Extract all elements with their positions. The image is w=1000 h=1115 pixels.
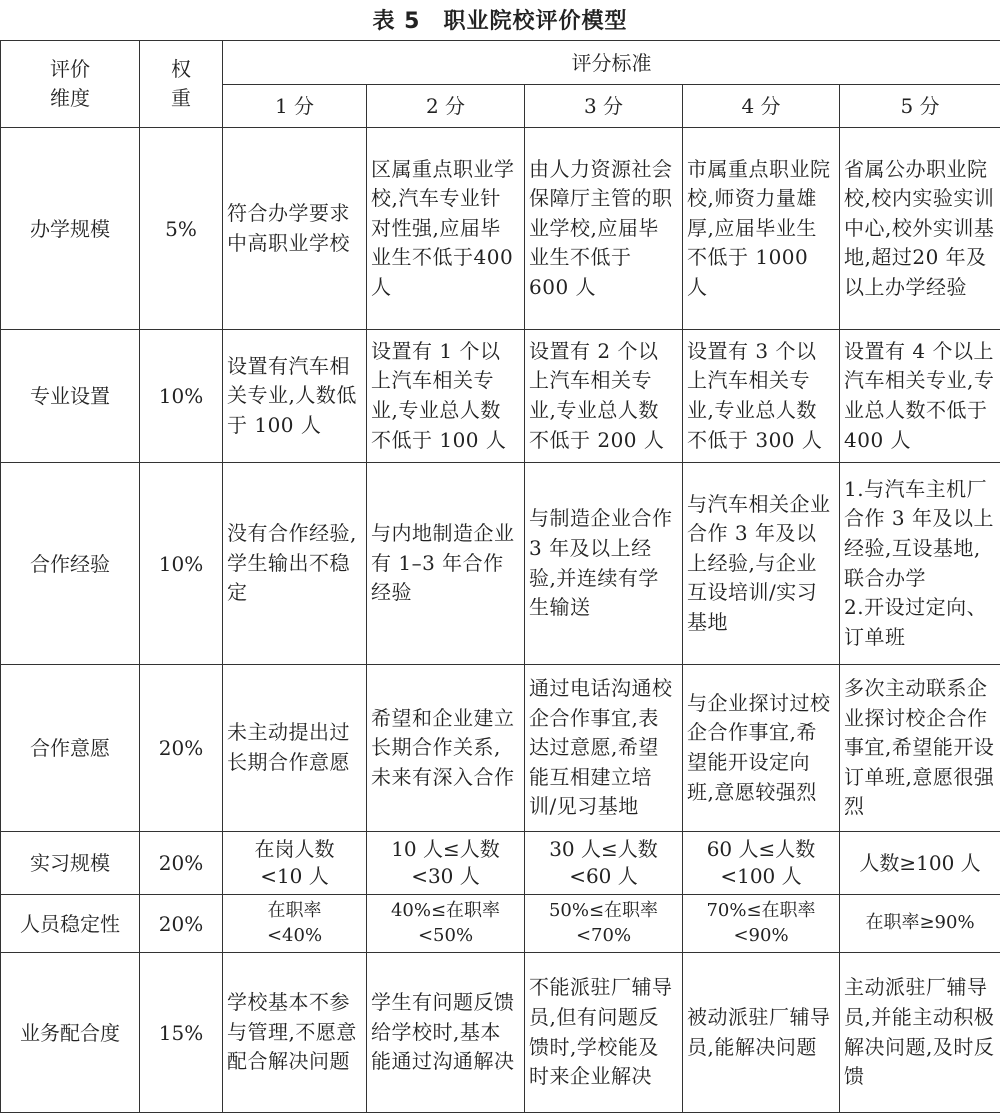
criteria-cell: 市属重点职业院校,师资力量雄厚,应届毕业生不低于 1000 人 <box>683 128 840 330</box>
criteria-cell: 学校基本不参与管理,不愿意配合解决问题 <box>223 953 367 1113</box>
criteria-cell: 40%≤在职率 <50% <box>367 895 525 953</box>
criteria-cell: 由人力资源社会保障厅主管的职业学校,应届毕业生不低于 600 人 <box>525 128 683 330</box>
criteria-cell: 希望和企业建立长期合作关系,未来有深入合作 <box>367 665 525 832</box>
criteria-cell: 设置有 1 个以上汽车相关专业,专业总人数不低于 100 人 <box>367 330 525 463</box>
criteria-cell: 与内地制造企业有 1–3 年合作经验 <box>367 463 525 665</box>
criteria-cell: 设置有 2 个以上汽车相关专业,专业总人数不低于 200 人 <box>525 330 683 463</box>
weight-header: 权 重 <box>140 41 223 128</box>
table-row <box>1 895 1000 953</box>
table-row <box>1 953 1000 1113</box>
criteria-cell: 10 人≤人数 <30 人 <box>367 832 525 895</box>
criteria-cell: 30 人≤人数 <60 人 <box>525 832 683 895</box>
criteria-cell: 设置有汽车相关专业,人数低于 100 人 <box>223 330 367 463</box>
dimension-cell: 实习规模 <box>1 832 140 895</box>
criteria-cell: 与汽车相关企业合作 3 年及以上经验,与企业互设培训/实习基地 <box>683 463 840 665</box>
criteria-cell: 未主动提出过长期合作意愿 <box>223 665 367 832</box>
header-row <box>1 41 1000 85</box>
table-row <box>1 463 1000 665</box>
table-row <box>1 665 1000 832</box>
dimension-cell: 办学规模 <box>1 128 140 330</box>
weight-cell: 20% <box>140 895 223 953</box>
criteria-cell: 不能派驻厂辅导员,但有问题反馈时,学校能及时来企业解决 <box>525 953 683 1113</box>
criteria-cell: 通过电话沟通校企合作事宜,表达过意愿,希望能互相建立培训/见习基地 <box>525 665 683 832</box>
criteria-cell: 符合办学要求中高职业学校 <box>223 128 367 330</box>
criteria-cell: 人数≥100 人 <box>840 832 1000 895</box>
score-header: 5 分 <box>840 85 1000 128</box>
criteria-header: 评分标准 <box>223 41 1000 85</box>
criteria-cell: 省属公办职业院校,校内实验实训中心,校外实训基地,超过20 年及以上办学经验 <box>840 128 1000 330</box>
weight-cell: 20% <box>140 832 223 895</box>
table-row <box>1 128 1000 330</box>
criteria-cell: 1.与汽车主机厂合作 3 年及以上经验,互设基地,联合办学 2.开设过定向、订单班 <box>840 463 1000 665</box>
criteria-cell: 区属重点职业学校,汽车专业针对性强,应届毕业生不低于400 人 <box>367 128 525 330</box>
score-header: 2 分 <box>367 85 525 128</box>
weight-cell: 10% <box>140 330 223 463</box>
dimension-cell: 合作经验 <box>1 463 140 665</box>
score-header: 3 分 <box>525 85 683 128</box>
table-row <box>1 832 1000 895</box>
criteria-cell: 设置有 3 个以上汽车相关专业,专业总人数不低于 300 人 <box>683 330 840 463</box>
criteria-cell: 60 人≤人数 <100 人 <box>683 832 840 895</box>
dimension-cell: 人员稳定性 <box>1 895 140 953</box>
criteria-cell: 多次主动联系企业探讨校企合作事宜,希望能开设订单班,意愿很强烈 <box>840 665 1000 832</box>
criteria-cell: 50%≤在职率 <70% <box>525 895 683 953</box>
criteria-cell: 主动派驻厂辅导员,并能主动积极解决问题,及时反馈 <box>840 953 1000 1113</box>
weight-cell: 10% <box>140 463 223 665</box>
weight-cell: 5% <box>140 128 223 330</box>
dimension-cell: 合作意愿 <box>1 665 140 832</box>
criteria-cell: 学生有问题反馈给学校时,基本能通过沟通解决 <box>367 953 525 1113</box>
weight-cell: 15% <box>140 953 223 1113</box>
criteria-cell: 被动派驻厂辅导员,能解决问题 <box>683 953 840 1113</box>
criteria-cell: 没有合作经验,学生输出不稳定 <box>223 463 367 665</box>
criteria-cell: 70%≤在职率 <90% <box>683 895 840 953</box>
table-caption: 表 5 职业院校评价模型 <box>372 9 628 34</box>
criteria-cell: 在岗人数 <10 人 <box>223 832 367 895</box>
dimension-cell: 业务配合度 <box>1 953 140 1113</box>
criteria-cell: 与制造企业合作 3 年及以上经验,并连续有学生输送 <box>525 463 683 665</box>
evaluation-table <box>0 40 1000 1113</box>
criteria-cell: 在职率≥90% <box>840 895 1000 953</box>
dimension-header: 评价 维度 <box>1 41 140 128</box>
criteria-cell: 设置有 4 个以上汽车相关专业,专业总人数不低于 400 人 <box>840 330 1000 463</box>
score-header: 4 分 <box>683 85 840 128</box>
dimension-cell: 专业设置 <box>1 330 140 463</box>
criteria-cell: 与企业探讨过校企合作事宜,希望能开设定向班,意愿较强烈 <box>683 665 840 832</box>
weight-cell: 20% <box>140 665 223 832</box>
score-header: 1 分 <box>223 85 367 128</box>
table-row <box>1 330 1000 463</box>
criteria-cell: 在职率 <40% <box>223 895 367 953</box>
